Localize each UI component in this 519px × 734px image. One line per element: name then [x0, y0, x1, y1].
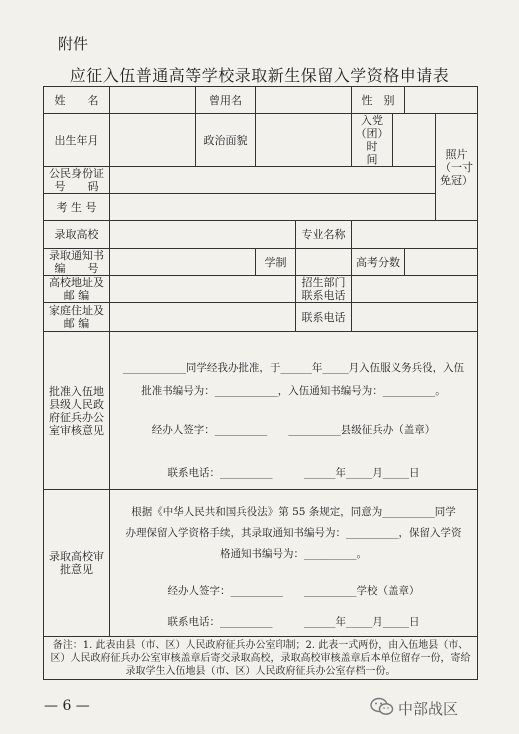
college-opinion-line: 办理保留入学资格手续，其录取通知书编号为：__________，保留入学资 [125, 526, 462, 539]
former-name-field[interactable] [256, 87, 352, 114]
score-label: 高考分数 [352, 249, 405, 276]
county-opinion-label: 批准入伍地县级人民政府征兵办公室审核意见 [44, 332, 110, 490]
phone-label: 联系电话 [296, 303, 352, 332]
political-label: 政治面貌 [196, 114, 256, 167]
wechat-icon [370, 697, 394, 717]
name-field[interactable] [110, 87, 196, 114]
admission-phone-label: 招生部门联系电话 [296, 276, 352, 303]
party-time-label: 入党（团）时 间 [352, 114, 393, 167]
college-address-field[interactable] [110, 276, 296, 303]
attachment-label: 附件 [58, 35, 89, 53]
application-form-table [43, 86, 478, 680]
phone-field[interactable] [352, 303, 478, 332]
county-opinion-line: 经办人签字：__________ __________县级征兵办（盖章） [151, 423, 436, 436]
college-opinion-line: 根据《中华人民共和国兵役法》第 55 条规定，同意为__________同学 [131, 505, 456, 518]
exam-number-field[interactable] [110, 194, 436, 221]
county-opinion-line: ____________同学经我办批准，于______年_____月入伍服义务兵役，入伍 [122, 361, 465, 374]
birth-field[interactable] [110, 114, 196, 167]
former-name-label: 曾用名 [196, 87, 256, 114]
birth-label: 出生年月 [44, 114, 110, 167]
form-title: 应征入伍普通高等学校录取新生保留入学资格申请表 [69, 66, 450, 85]
id-number-field[interactable] [110, 167, 436, 194]
gender-field[interactable] [405, 87, 478, 114]
page-number: — 6 — [44, 698, 90, 714]
college-label: 录取高校 [44, 221, 110, 249]
major-label: 专业名称 [296, 221, 352, 249]
college-opinion-body[interactable] [110, 490, 478, 637]
county-opinion-line: 联系电话：__________ ______年_____月_____日 [167, 466, 420, 479]
college-address-label: 高校地址及 邮 编 [44, 276, 110, 303]
photo-box[interactable]: 照片（一寸免冠） [436, 114, 478, 221]
county-opinion-body[interactable] [110, 332, 478, 490]
exam-number-label: 考 生 号 [44, 194, 110, 221]
score-field[interactable] [405, 249, 478, 276]
notice-number-label: 录取通知书编 号 [44, 249, 110, 276]
gender-label: 性 别 [352, 87, 405, 114]
political-field[interactable] [256, 114, 352, 167]
home-address-label: 家庭住址及 邮 编 [44, 303, 110, 332]
id-number-label: 公民身份证号 码 [44, 167, 110, 194]
schooling-field[interactable] [296, 249, 352, 276]
schooling-label: 学制 [256, 249, 296, 276]
name-label: 姓 名 [44, 87, 110, 114]
college-opinion-label: 录取高校审批意见 [44, 490, 110, 637]
remarks: 备注：1. 此表由县（市、区）人民政府征兵办公室印制；2. 此表一式两份，由入伍地县（市、区）人民政府征兵办公室审核盖章后寄交录取高校，录取高校审核盖章后本单位留存一份，寄给录取学生入伍地县（市、区）人民政府征兵办公室存档一份。 [44, 637, 478, 680]
college-opinion-line: 联系电话：__________ ______年_____月_____日 [167, 615, 420, 628]
college-field[interactable] [110, 221, 296, 249]
home-address-field[interactable] [110, 303, 296, 332]
notice-number-field[interactable] [110, 249, 256, 276]
college-opinion-line: 经办人签字：__________ __________学校（盖章） [167, 584, 420, 597]
admission-phone-field[interactable] [352, 276, 478, 303]
watermark-text: 中部战区 [398, 700, 459, 718]
college-opinion-line: 格通知书编号为：__________。 [220, 547, 367, 560]
county-opinion-line: 批准书编号为：____________，入伍通知书编号为：__________。 [141, 384, 446, 397]
major-field[interactable] [352, 221, 478, 249]
